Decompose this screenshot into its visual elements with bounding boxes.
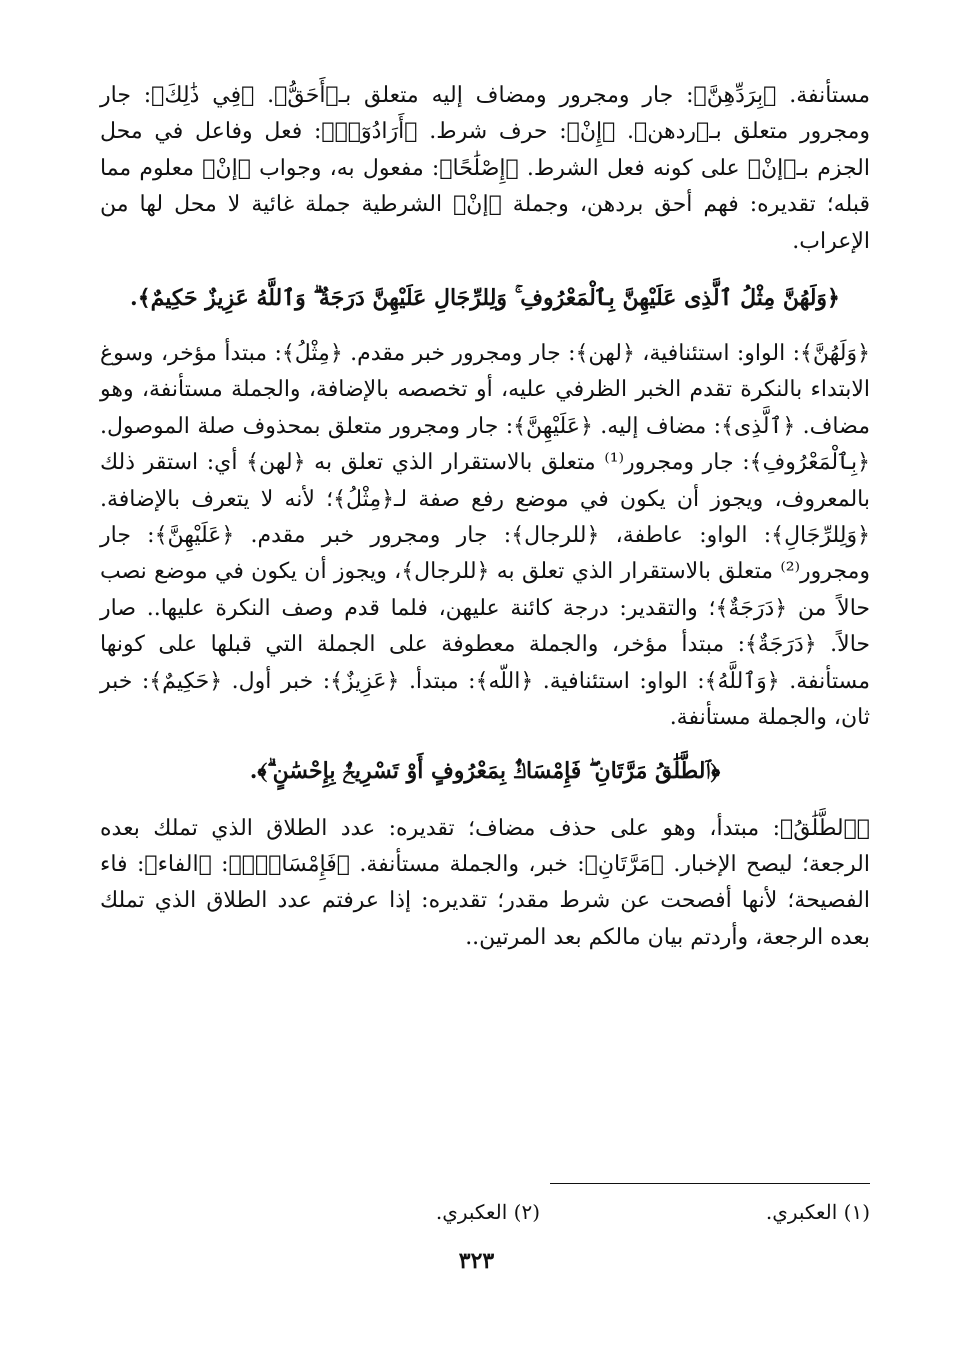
paragraph-irab-1: مستأنفة. ﴿بِرَدِّهِنَّ﴾: جار ومجرور ومضاف إليه متعلق بـ﴿أَحَقُّ﴾. ﴿فِي ذَٰلِكَ﴾: جار ومجرور متعلق بـ﴿ردهن﴾. ﴿إِنْ﴾: حرف شرط. ﴿أَرَادُوٓا۟﴾: فعل وفاعل في محل الجزم بـ﴿إنْ﴾ على كونه فعل الشرط. ﴿إِصْلَٰحًا﴾: مفعول به، وجواب ﴿إنْ﴾ معلوم مما قبله؛ تقديره: فهم أحق بردهن، وجملة ﴿إنْ﴾ الشرطية جملة غائية لا محل لها من الإعراب. <box>100 83 870 254</box>
page-number: ٣٢٣ <box>458 1248 495 1274</box>
paragraph-irab-3: ﴿ٱلطَّلَٰقُ﴾: مبتدأ، وهو على حذف مضاف؛ تقديره: عدد الطلاق الذي تملك بعده الرجعة؛ ليصح الإخبار. ﴿مَرَّتَانِ﴾: خبر، والجملة مستأنفة. ﴿فَإِمْسَاكٌۢ﴾: ﴿الفاء﴾: فاء الفصيحة؛ لأنها أفصحت عن شرط مقدر؛ تقديره: إذا عرفتم عدد الطلاق الذي تملك بعده الرجعة، وأردتم بيان مالكم بعد المرتين.. <box>100 815 870 950</box>
page-body <box>100 78 870 956</box>
footnote-1: (١) العكبري. <box>765 1200 870 1224</box>
quran-verse-2: ﴿ٱلطَّلَٰقُ مَرَّتَانِ ۖ فَإِمْسَاكٌۢ بِمَعْرُوفٍ أَوْ تَسْرِيحٌۢ بِإِحْسَٰنٍ ۗ﴾. <box>249 757 721 784</box>
quran-verse-1: ﴿وَلَهُنَّ مِثْلُ ٱلَّذِى عَلَيْهِنَّ بِٱلْمَعْرُوفِ ۚ وَلِلرِّجَالِ عَلَيْهِنَّ دَرَجَةٌ ۗ وَٱللَّهُ عَزِيزٌ حَكِيمٌ﴾. <box>130 285 840 312</box>
footnote-2: (٢) العكبري. <box>435 1200 540 1224</box>
paragraph-irab-2: ﴿وَلَهُنَّ﴾: الواو: استئنافية، ﴿لهن﴾: جار ومجرور خبر مقدم. ﴿مِثْلُ﴾: مبتدأ مؤخر، وسوغ الابتداء بالنكرة تقدم الخبر الظرفي عليه، أو تخصصه بالإضافة، والجملة مستأنفة، وهو مضاف. ﴿ٱلَّذِى﴾: مضاف إليه. ﴿عَلَيْهِنَّ﴾: جار ومجرور متعلق بمحذوف صلة الموصول. ﴿بِٱلْمَعْرُوفِ﴾: جار ومجرور⁽¹⁾ متعلق بالاستقرار الذي تعلق به ﴿لهن﴾ أي: استقر ذلك بالمعروف، ويجوز أن يكون في موضع رفع صفة لـ﴿مِثْلُ﴾؛ لأنه لا يتعرف بالإضافة. ﴿وَلِلرِّجَالِ﴾: الواو: عاطفة، ﴿للرجال﴾: جار ومجرور خبر مقدم. ﴿عَلَيْهِنَّ﴾: جار ومجرور⁽²⁾ متعلق بالاستقرار الذي تعلق به ﴿للرجال﴾، ويجوز أن يكون في موضع نصب حالاً من ﴿دَرَجَةٌ﴾؛ والتقدير: درجة كائنة عليهن، فلما قدم وصف النكرة عليها.. صار حالاً. ﴿دَرَجَةٌ﴾: مبتدأ مؤخر، والجملة معطوفة على الجملة التي قبلها على كونها مستأنفة. ﴿وَٱللَّهُ﴾: الواو: استئنافية. ﴿اللّه﴾: مبتدأ. ﴿عَزِيزٌ﴾: خبر أول. ﴿حَكِيمٌ﴾: خبر ثان، والجملة مستأنفة. <box>100 341 871 731</box>
footnote-divider <box>550 1183 870 1184</box>
